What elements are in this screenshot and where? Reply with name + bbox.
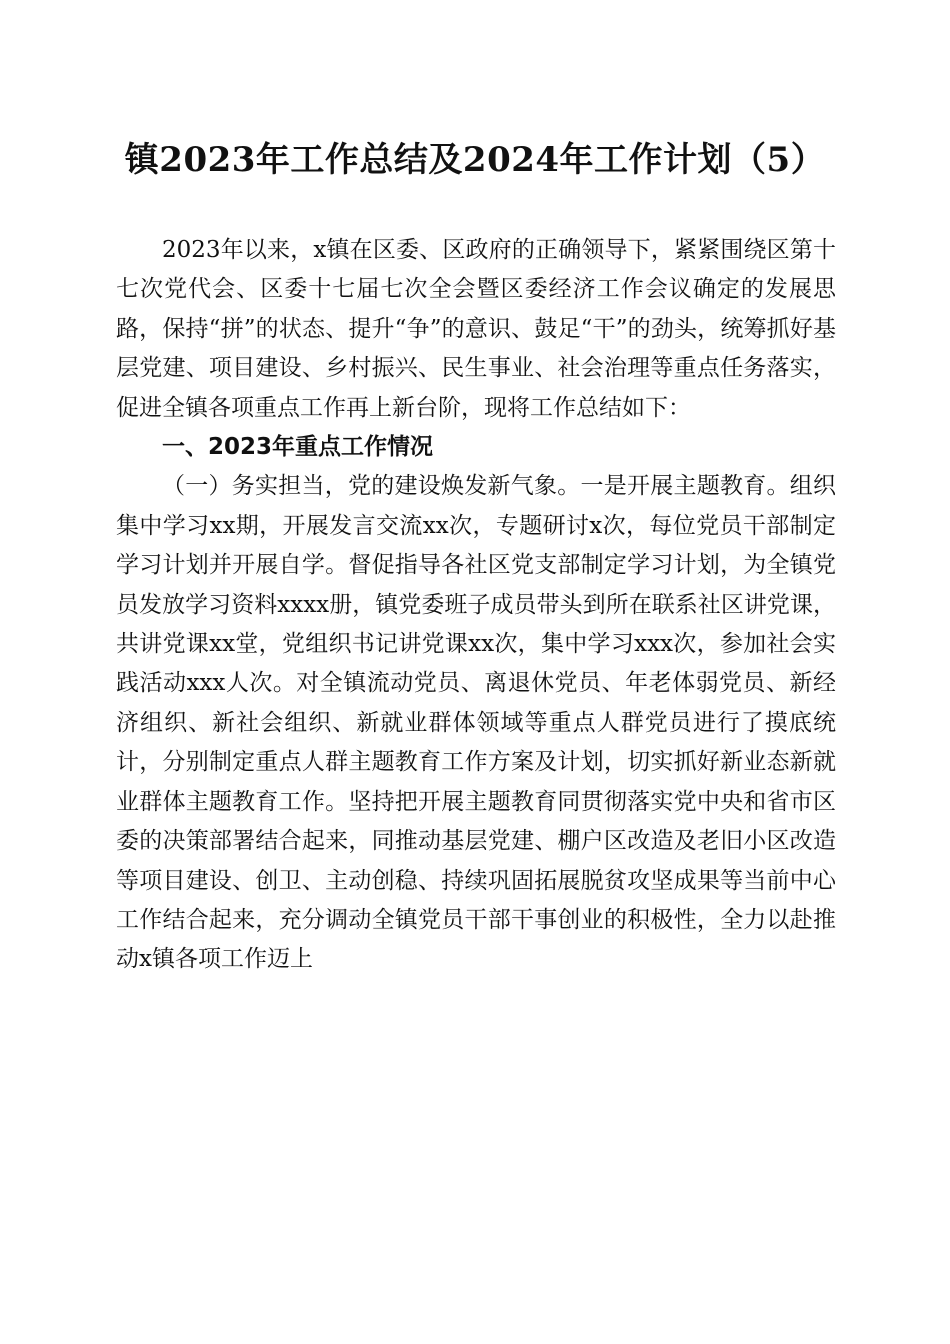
subsection-1-paragraph: （一）务实担当，党的建设焕发新气象。一是开展主题教育。组织集中学习xx期，开展发言交流xx次，专题研讨x次，每位党员干部制定学习计划并开展自学。督促指导各社区党支部制定学习计划，为全镇党员发放学习资料xxxx册，镇党委班子成员带头到所在联系社区讲党课，共讲党课xx堂，党组织书记讲党课xx次，集中学习xxx次，参加社会实践活动xxx人次。对全镇流动党员、离退休党员、年老体弱党员、新经济组织、新社会组织、新就业群体领域等重点人群党员进行了摸底统计，分别制定重点人群主题教育工作方案及计划，切实抓好新业态新就业群体主题教育工作。坚持把开展主题教育同贯彻落实党中央和省市区委的决策部署结合起来，同推动基层党建、棚户区改造及老旧小区改造等项目建设、创卫、主动创稳、持续巩固拓展脱贫攻坚成果等当前中心工作结合起来，充分调动全镇党员干部干事创业的积极性，全力以赴推动x镇各项工作迈上	[116, 473, 836, 973]
document-body	[116, 231, 836, 980]
document-title: 镇2023年工作总结及2024年工作计划（5）	[124, 140, 826, 180]
section-heading-1: 一、2023年重点工作情况	[162, 434, 434, 461]
intro-paragraph: 2023年以来，x镇在区委、区政府的正确领导下，紧紧围绕区第十七次党代会、区委十七届七次全会暨区委经济工作会议确定的发展思路，保持“拼”的状态、提升“争”的意识、鼓足“干”的劲头，统筹抓好基层党建、项目建设、乡村振兴、民生事业、社会治理等重点任务落实，促进全镇各项重点工作再上新台阶，现将工作总结如下：	[116, 237, 836, 421]
